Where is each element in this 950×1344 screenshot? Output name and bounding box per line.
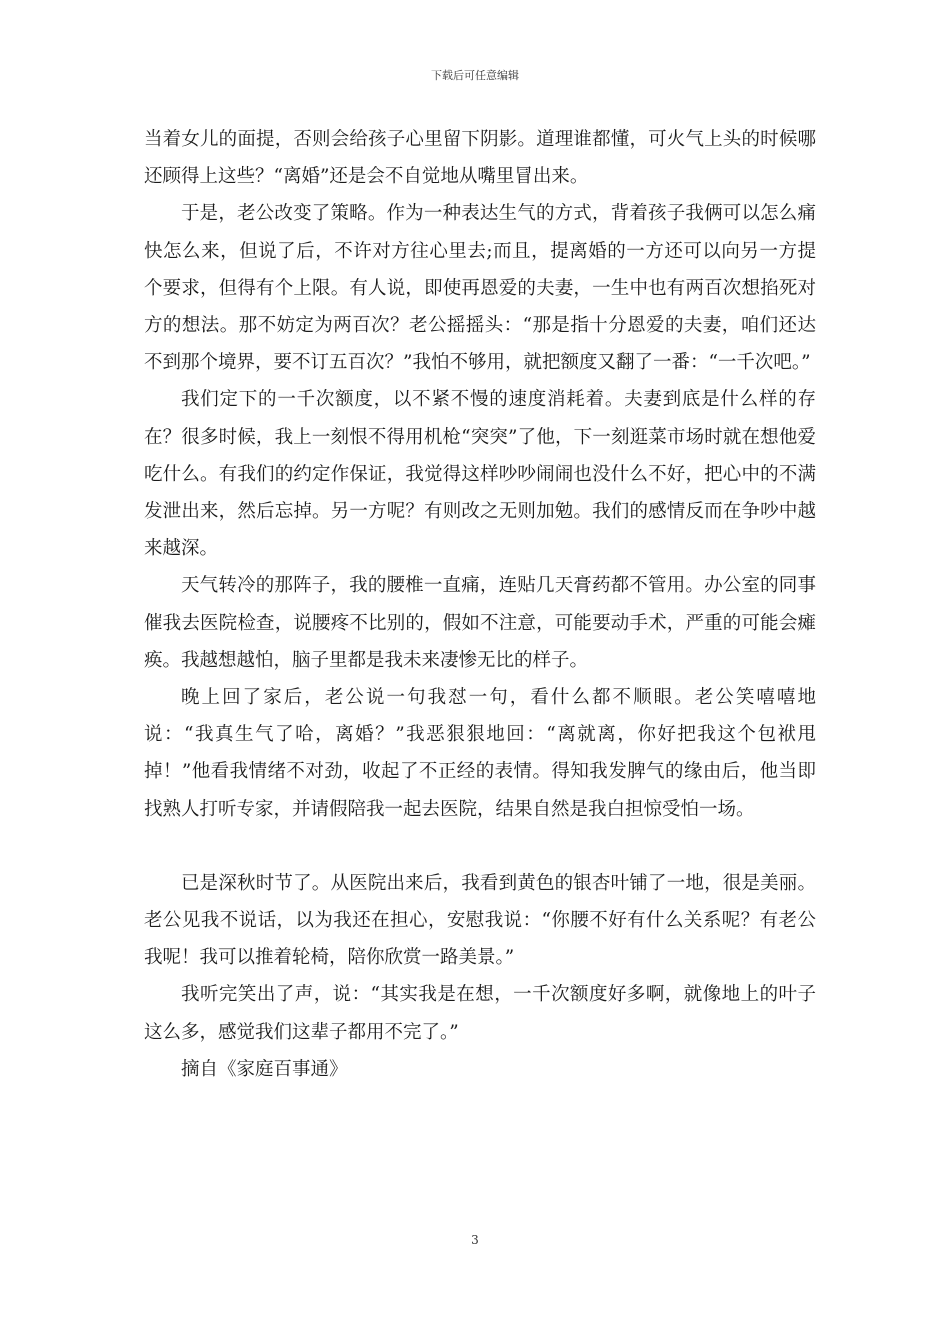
- paragraph-strategy: 于是，老公改变了策略。作为一种表达生气的方式，背着孩子我俩可以怎么痛快怎么来，但说了后，不许对方往心里去;而且，提离婚的一方还可以向另一方提个要求，但得有个上限。有人说，即使再恩爱的夫妻，一生中也有两百次想掐死对方的想法。那不妨定为两百次？老公摇摇头：“那是指十分恩爱的夫妻，咱们还达不到那个境界，要不订五百次？”我怕不够用，就把额度又翻了一番：“一千次吧。”: [144, 203, 816, 374]
- paragraph-quota: 我们定下的一千次额度，以不紧不慢的速度消耗着。夫妻到底是什么样的存在？很多时候，我上一刻恨不得用机枪“突突”了他，下一刻逛菜市场时就在想他爱吃什么。有我们的约定作保证，我觉得这样吵吵闹闹也没什么不好，把心中的不满发泄出来，然后忘掉。另一方呢？有则改之无则加勉。我们的感情反而在争吵中越来越深。: [144, 389, 816, 560]
- source-citation: 摘自《家庭百事通》: [181, 1058, 348, 1080]
- paragraph-autumn: 已是深秋时节了。从医院出来后，我看到黄色的银杏叶铺了一地，很是美丽。老公见我不说话，以为我还在担心，安慰我说：“你腰不好有什么关系呢？有老公我呢！我可以推着轮椅，陪你欣赏一路美景。”: [144, 872, 816, 969]
- paragraph-evening: 晚上回了家后，老公说一句我怼一句，看什么都不顺眼。老公笑嘻嘻地说：“我真生气了哈，离婚？”我恶狠狠地回：“离就离，你好把我这个包袱甩掉！”他看我情绪不对劲，收起了不正经的表情。得知我发脾气的缘由后，他当即找熟人打听专家，并请假陪我一起去医院，结果自然是我白担惊受怕一场。: [144, 687, 816, 820]
- article-body: [144, 121, 816, 1088]
- paragraph-ending: 我听完笑出了声，说：“其实我是在想，一千次额度好多啊，就像地上的叶子这么多，感觉我们这辈子都用不完了。”: [144, 984, 816, 1043]
- paragraph-continued: 当着女儿的面提，否则会给孩子心里留下阴影。道理谁都懂，可火气上头的时候哪还顾得上这些？“离婚”还是会不自觉地从嘴里冒出来。: [144, 129, 816, 188]
- page-number: 3: [471, 1233, 479, 1247]
- page-header: 下载后可任意编辑: [431, 69, 519, 82]
- paragraph-back-pain: 天气转冷的那阵子，我的腰椎一直痛，连贴几天膏药都不管用。办公室的同事催我去医院检查，说腰疼不比别的，假如不注意，可能要动手术，严重的可能会瘫痪。我越想越怕，脑子里都是我未来凄惨无比的样子。: [144, 575, 816, 671]
